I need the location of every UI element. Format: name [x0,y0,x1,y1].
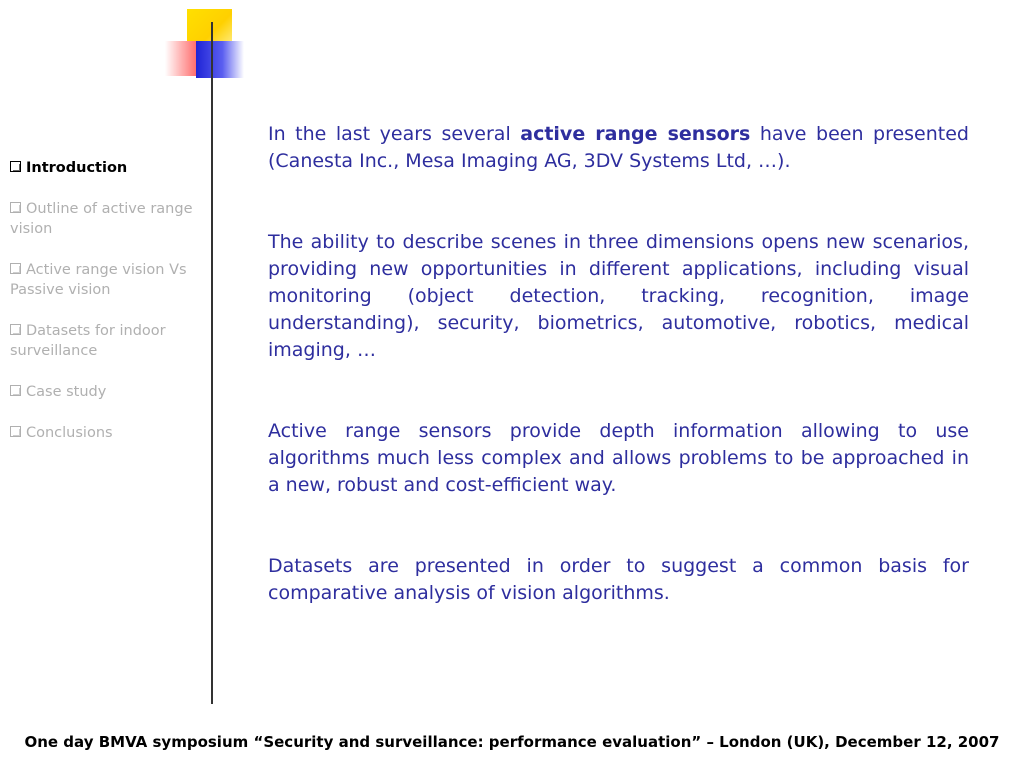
sidebar-item-label: Datasets for indoor surveillance [10,323,166,359]
sidebar-item-outline[interactable] [10,199,206,239]
slide-content [268,121,969,607]
logo-squares [0,0,260,90]
vertical-divider [211,22,213,704]
paragraph-datasets: Datasets are presented in order to suggest a common basis for comparative analysis of vision algorithms. [268,555,969,604]
paragraph-applications: The ability to describe scenes in three dimensions opens new scenarios, providing new opportunities in different applications, including visual monitoring (object detection, tracking, recognition, image understanding), security, biometrics, automotive, robotics, medical imaging, … [268,231,969,361]
logo-blue-square [196,41,244,78]
sidebar-item-active-vs-passive[interactable] [10,260,206,300]
sidebar-item-conclusions[interactable] [10,423,206,443]
checkbox-icon [10,385,21,396]
sidebar-item-label: Active range vision Vs Passive vision [10,262,187,298]
checkbox-icon [10,202,21,213]
paragraph-sensors: In the last years several active range sensors have been presented (Canesta Inc., Mesa Imaging AG, 3DV Systems Ltd, …). [268,123,969,172]
sidebar-item-label: Outline of active range vision [10,201,193,237]
checkbox-icon [10,324,21,335]
sidebar-item-label: Conclusions [26,425,113,441]
sidebar-nav [10,158,206,464]
footer-caption: One day BMVA symposium “Security and surveillance: performance evaluation” – London (UK), December 12, 2007 [24,733,1000,751]
paragraph-depth-info: Active range sensors provide depth information allowing to use algorithms much less complex and allows problems to be approached in a new, robust and cost-efficient way. [268,420,969,496]
sidebar-item-label: Introduction [26,160,128,176]
sidebar-item-label: Case study [26,384,107,400]
sidebar-item-datasets[interactable] [10,321,206,361]
sidebar-item-case-study[interactable] [10,382,206,402]
checkbox-icon [10,263,21,274]
highlight-active-range-sensors: active range sensors [520,123,751,145]
checkbox-icon [10,426,21,437]
sidebar-item-introduction[interactable] [10,158,206,178]
checkbox-icon [10,161,21,172]
